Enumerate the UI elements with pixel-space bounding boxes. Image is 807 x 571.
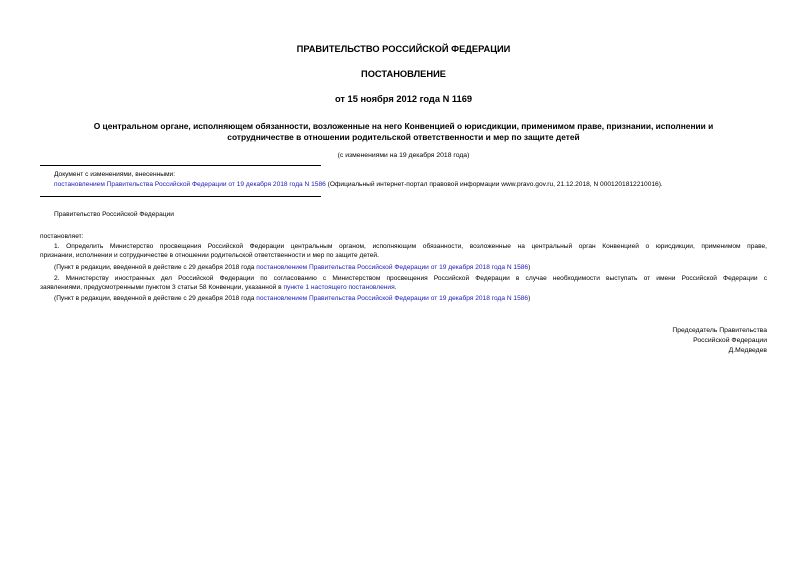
note-1-amendment-link[interactable]: постановлением Правительства Российской Федерации от 19 декабря 2018 года N 1586: [256, 264, 529, 271]
paragraph-1-note: (Пункт в редакции, введенной в действие с 29 декабря 2018 года постановлением Правительства Российской Федерации от 19 декабря 2018 года N 1586): [54, 264, 531, 271]
issuer-line: Правительство Российской Федерации: [54, 211, 174, 218]
paragraph-2-note: (Пункт в редакции, введенной в действие с 29 декабря 2018 года постановлением Правительства Российской Федерации от 19 декабря 2018 года N 1586): [54, 295, 531, 302]
signature-name: Д.Медведев: [728, 347, 767, 354]
paragraph-2-line-1: 2. Министерству иностранных дел Российской Федерации по согласованию с Министерством просвещения Российской Федерации в случае необходимости выступать от имени Российской Федерации с: [54, 275, 767, 282]
signature-block: [672, 326, 767, 356]
document-title: [40, 121, 767, 143]
document-type: ПОСТАНОВЛЕНИЕ: [361, 69, 446, 79]
top-divider: [40, 165, 321, 166]
document-date-number: от 15 ноября 2012 года N 1169: [334, 94, 473, 104]
paragraph-1-line-2: признании, исполнении и сотрудничестве в отношении родительской ответственности и мер по защите детей.: [40, 252, 379, 259]
changes-source: (Официальный интернет-портал правовой информации www.pravo.gov.ru, 21.12.2018, N 0001201812210016).: [325, 181, 663, 188]
paragraph-1-line-1: 1. Определить Министерство просвещения Российской Федерации центральным органом, исполняющим обязанности, возложенные на центральный орган Конвенцией о юрисдикции, применимом праве,: [54, 243, 767, 250]
changes-intro: Документ с изменениями, внесенными:: [54, 171, 176, 178]
note-2-amendment-link[interactable]: постановлением Правительства Российской Федерации от 19 декабря 2018 года N 1586: [256, 295, 529, 302]
signature-country: Российской Федерации: [693, 337, 767, 344]
paragraph-1-reference-link[interactable]: пункте 1 настоящего постановления: [283, 284, 395, 291]
document-title-line-1: О центральном органе, исполняющем обязанности, возложенные на него Конвенцией о юрисдикции, применимом праве, признании, исполнении и: [93, 121, 714, 131]
edition-note: (с изменениями на 19 декабря 2018 года): [337, 152, 470, 159]
government-heading: ПРАВИТЕЛЬСТВО РОССИЙСКОЙ ФЕДЕРАЦИИ: [296, 44, 511, 54]
paragraph-2-line-2: заявлениями, предусмотренными пунктом 3 статьи 58 Конвенции, указанной в пункте 1 настоящего постановления.: [40, 284, 397, 291]
changes-line: [54, 180, 663, 189]
decides-line: постановляет:: [40, 233, 84, 240]
document-title-line-2: сотрудничестве в отношении родительской ответственности и мер по защите детей: [227, 132, 580, 142]
amendment-link[interactable]: постановлением Правительства Российской Федерации от 19 декабря 2018 года N 1586: [54, 181, 326, 188]
signature-position: Председатель Правительства: [672, 327, 767, 334]
bottom-divider: [40, 196, 321, 197]
